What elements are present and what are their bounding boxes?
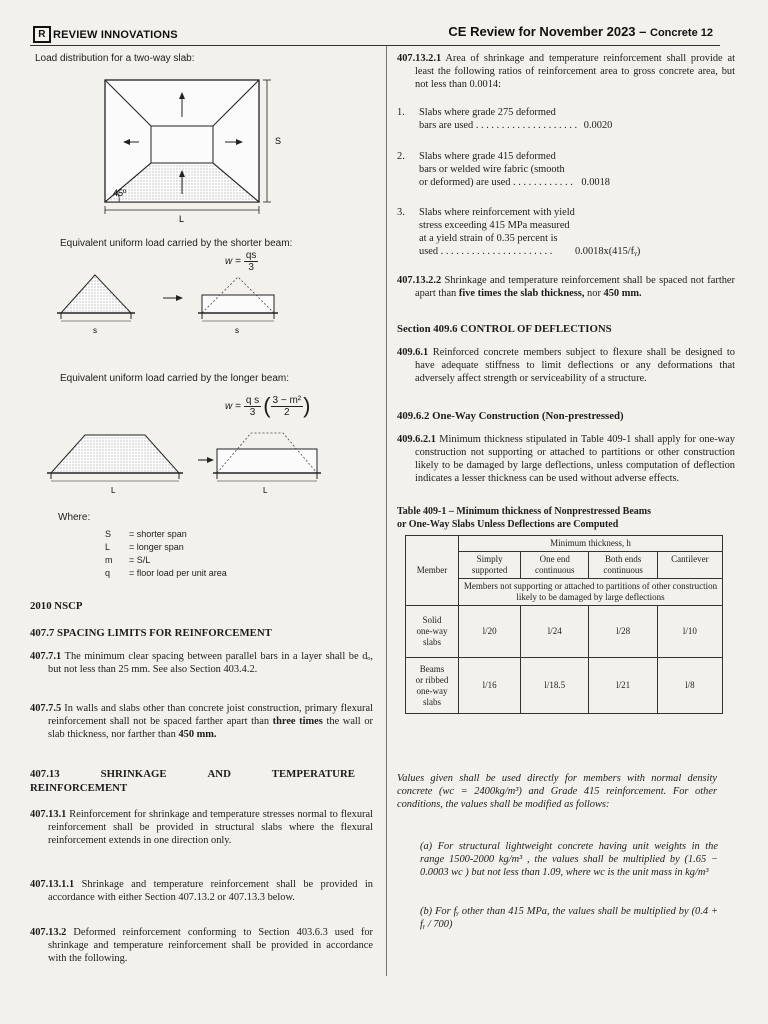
para-num: 407.13.2.2 xyxy=(397,275,442,286)
logo-text: REVIEW INNOVATIONS xyxy=(53,28,178,41)
shorter-den: 3 xyxy=(248,262,254,273)
col-header-line: One end xyxy=(539,554,570,564)
heading-part: SHRINKAGE xyxy=(100,768,167,780)
fig3-l1: L xyxy=(111,486,116,495)
item-line: bars or welded wire fabric (smooth xyxy=(419,164,565,175)
sec-407-7-heading: 407.7 SPACING LIMITS FOR REINFORCEMENT xyxy=(30,627,272,639)
heading-part: AND xyxy=(207,768,231,780)
item-num: 2. xyxy=(397,151,405,162)
note-b: (b) For fᵧ other than 415 MPa, the values shall be multiplied by (0.4 + fᵧ / 700) xyxy=(420,906,718,930)
item-line: Slabs where reinforcement with yield xyxy=(419,207,575,218)
member-header: Member xyxy=(406,536,459,606)
item-value: 0.0018x(415/fᵧ) xyxy=(574,246,641,257)
logo xyxy=(33,26,178,43)
def-sym: S xyxy=(105,529,112,539)
dim-s-label: S xyxy=(275,136,282,146)
fig2-s1: s xyxy=(93,326,97,335)
para-num: 407.13.1 xyxy=(30,809,67,820)
row-label xyxy=(406,658,459,714)
longer-paren-num: 3 − m² xyxy=(272,394,302,406)
para-num: 409.6.2.1 xyxy=(397,434,436,445)
para-text: Reinforced concrete members subject to flexure shall be designed to have adequate stiffness to limit deflections or any deformations that adversely affect strength or serviceability of a structure. xyxy=(415,347,735,384)
item-line: bars are used . . . . . . . . . . . . . . . . . . . . xyxy=(419,120,578,131)
def-text: = longer span xyxy=(129,542,184,552)
para-409-6-2-1 xyxy=(397,433,735,485)
para-407-13-2-1 xyxy=(397,52,735,91)
angle-label: 45º xyxy=(113,188,127,198)
row-label-line: one-way xyxy=(416,685,448,696)
para-407-13-2-2 xyxy=(397,274,735,300)
para-text: nor xyxy=(587,288,601,299)
col-header xyxy=(521,552,589,579)
sec-409-6-2-heading: 409.6.2 One-Way Construction (Non-prestressed) xyxy=(397,410,624,422)
col-header-line: Simply xyxy=(476,554,503,564)
row-label-line: slabs xyxy=(423,637,441,647)
table-row xyxy=(406,658,723,714)
col-header xyxy=(589,552,657,579)
longer-beam-figure xyxy=(45,425,345,500)
para-407-13-1 xyxy=(30,808,373,847)
para-407-7-1 xyxy=(30,650,373,676)
table-title xyxy=(397,505,651,531)
note-a: (a) For structural lightweight concrete having unit weights in the range 1500-2000 kg/m³ , the values shall be multiplied by (1.65 − 0.0003 wc ) but not less than 1.09, where wc is the unit mass in kg/m³ xyxy=(420,841,718,878)
row-label-line: or ribbed xyxy=(415,674,449,685)
col-header-line: continuous xyxy=(535,565,575,575)
shorter-beam-title: Equivalent uniform load carried by the shorter beam: xyxy=(60,238,293,249)
para-text: Shrinkage and temperature reinforcement shall be spaced not farther apart than xyxy=(415,275,735,299)
row-label xyxy=(406,606,459,658)
col-header-line: supported xyxy=(471,565,508,575)
para-text: Reinforcement for shrinkage and temperature stresses normal to flexural reinforcement shall be provided in structural slabs where the flexural reinforcement extends in one direction only. xyxy=(48,809,373,846)
item-line: or deformed) are used . . . . . . . . . . . . xyxy=(419,177,573,188)
header-rule xyxy=(30,45,720,46)
table-cell: l/21 xyxy=(589,658,657,714)
def-sym: q xyxy=(105,568,111,578)
longer-paren-den: 2 xyxy=(284,406,290,418)
table-cell: l/28 xyxy=(589,606,657,658)
table-cell: l/8 xyxy=(657,658,722,714)
item-value: 0.0020 xyxy=(583,120,613,131)
para-num: 407.13.2.1 xyxy=(397,53,442,64)
table-cell: l/16 xyxy=(459,658,521,714)
longer-formula: w = $\frac{\text{q s}}{3}$ ( $\frac{\text{3 − m²}}{2}$ ) xyxy=(225,393,311,418)
def-row xyxy=(105,554,227,567)
longer-num: q s xyxy=(245,394,260,406)
two-way-slab-figure xyxy=(95,72,295,222)
col-header xyxy=(657,552,722,579)
para-407-13-2 xyxy=(30,926,373,965)
def-text: = S/L xyxy=(129,555,151,565)
para-text: Shrinkage and temperature reinforcement shall be provided in accordance with either Section 407.13.2 or 407.13.3 below. xyxy=(48,879,373,903)
item-line: Slabs where grade 275 deformed xyxy=(419,107,556,118)
item-line: at a yield strain of 0.35 percent is xyxy=(419,233,558,244)
min-thickness-table xyxy=(405,535,723,714)
para-num: 407.7.5 xyxy=(30,703,62,714)
longer-w: w = xyxy=(225,400,241,412)
item-value: 0.0018 xyxy=(581,177,610,188)
row-label-line: one-way xyxy=(416,626,448,636)
heading-part: TEMPERATURE xyxy=(271,768,355,780)
header-subtitle: Concrete 12 xyxy=(650,27,713,39)
header-title-text: CE Review for November 2023 – xyxy=(448,24,647,39)
nscp-heading: 2010 NSCP xyxy=(30,600,83,612)
row-label-line: Beams xyxy=(419,663,445,674)
longer-beam-title: Equivalent uniform load carried by the longer beam: xyxy=(60,373,290,384)
heading-part: REINFORCEMENT xyxy=(30,782,128,794)
table-cell: l/18.5 xyxy=(521,658,589,714)
heading-part: 407.13 xyxy=(30,768,60,780)
para-text: the wall or slab thickness, nor farther than xyxy=(48,716,373,740)
logo-mark: R xyxy=(33,26,51,43)
shorter-beam-figure xyxy=(55,265,295,340)
column-divider xyxy=(386,46,387,976)
col-header xyxy=(459,552,521,579)
ratio-item-3 xyxy=(397,206,717,258)
shorter-num: qs xyxy=(245,250,257,261)
para-num: 407.13.2 xyxy=(30,927,67,938)
fig3-l2: L xyxy=(263,486,268,495)
col-header-line: Both ends xyxy=(604,554,642,564)
para-text: In walls and slabs other than concrete joist construction, primary flexural reinforcement shall not be spaced farther apart than xyxy=(48,703,373,727)
row-label-line: slabs xyxy=(423,696,441,707)
table-row xyxy=(406,606,723,658)
def-row xyxy=(105,567,227,580)
header-title xyxy=(448,24,713,39)
ratio-item-1 xyxy=(397,106,717,132)
para-text: The minimum clear spacing between parallel bars in a layer shall be dₒ, but not less than 25 mm. See also Section 403.4.2. xyxy=(48,651,373,675)
para-407-7-5 xyxy=(30,702,373,741)
para-num: 407.13.1.1 xyxy=(30,879,75,890)
where-label: Where: xyxy=(58,512,91,523)
page-header xyxy=(0,0,768,46)
def-text: = shorter span xyxy=(129,529,187,539)
item-line: used . . . . . . . . . . . . . . . . . . . . . . xyxy=(419,246,553,257)
item-num: 1. xyxy=(397,107,405,118)
table-title-line: or One-Way Slabs Unless Deflections are Computed xyxy=(397,519,619,530)
def-sym: m xyxy=(105,555,113,565)
load-dist-title: Load distribution for a two-way slab: xyxy=(35,53,195,64)
values-note: Values given shall be used directly for members with normal density concrete (wc = 2400kg/m³) and Grade 415 reinforcement. For other conditions, the values shall be modified as follows: xyxy=(397,773,717,810)
para-num: 409.6.1 xyxy=(397,347,429,358)
table-cell: l/10 xyxy=(657,606,722,658)
def-text: = floor load per unit area xyxy=(129,568,227,578)
para-text: Deformed reinforcement conforming to Section 403.6.3 used for shrinkage and temperature reinforcement shall be provided in accordance with the following. xyxy=(48,927,373,964)
para-emphasis: three times xyxy=(272,716,323,727)
shorter-w: w = xyxy=(225,256,241,267)
table-cell: l/20 xyxy=(459,606,521,658)
para-emphasis: five times the slab thickness, xyxy=(458,288,585,299)
def-row xyxy=(105,541,227,554)
item-line: stress exceeding 415 MPa measured xyxy=(419,220,570,231)
col-header-line: Cantilever xyxy=(671,554,709,564)
row-label-line: Solid xyxy=(422,615,442,625)
fig2-s2: s xyxy=(235,326,239,335)
para-407-13-1-1 xyxy=(30,878,373,904)
col-header-line: continuous xyxy=(603,565,643,575)
ratio-item-2 xyxy=(397,150,717,189)
para-text: Area of shrinkage and temperature reinforcement shall provide at least the following ratios of reinforcement area to gross concrete area, but not less than 0.0014: xyxy=(415,53,735,90)
min-thickness-header: Minimum thickness, h xyxy=(459,536,723,552)
para-409-6-1 xyxy=(397,346,735,385)
para-emphasis: 450 mm. xyxy=(603,288,642,299)
item-num: 3. xyxy=(397,207,405,218)
def-sym: L xyxy=(105,542,111,552)
table-cell: l/24 xyxy=(521,606,589,658)
sec-407-13-heading xyxy=(30,767,355,795)
item-line: Slabs where grade 415 deformed xyxy=(419,151,556,162)
sec-409-6-heading: Section 409.6 CONTROL OF DEFLECTIONS xyxy=(397,323,612,335)
para-text: Minimum thickness stipulated in Table 409-1 shall apply for one-way construction not supporting or attached to partitions or other construction likely to be damaged by large deflections, unless computation of deflection indicates a lesser thickness can be used without adverse effects. xyxy=(415,434,735,484)
table-title-line: Table 409-1 – Minimum thickness of Nonprestressed Beams xyxy=(397,506,651,517)
longer-den: 3 xyxy=(249,406,256,418)
definitions-list xyxy=(105,528,227,580)
def-row xyxy=(105,528,227,541)
table-note: Members not supporting or attached to partitions of other construction likely to be damaged by large deflections xyxy=(459,579,723,606)
dim-l-label: L xyxy=(179,214,185,222)
para-num: 407.7.1 xyxy=(30,651,62,662)
para-emphasis: 450 mm. xyxy=(178,729,217,740)
